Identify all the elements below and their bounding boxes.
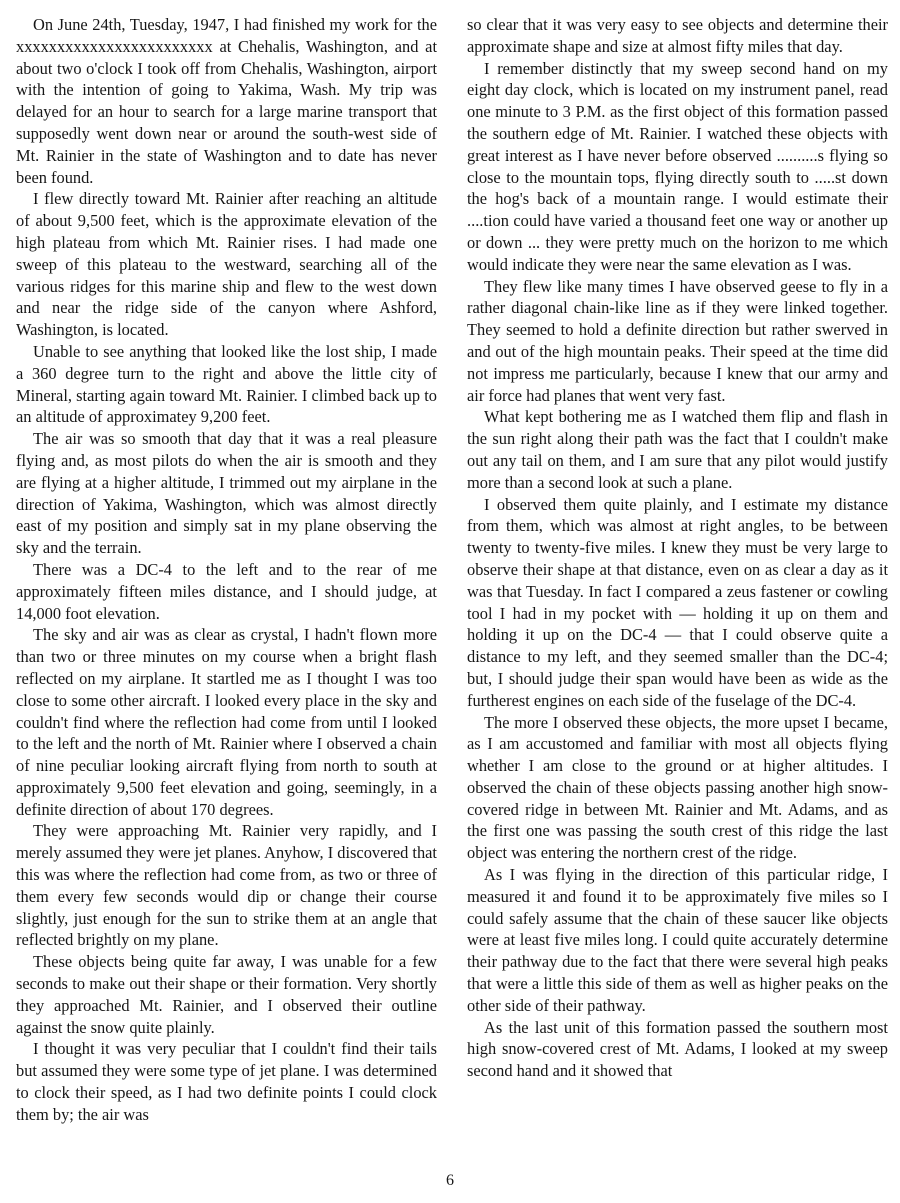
paragraph: The more I observed these objects, the more upset I became, as I am accustomed and familiar with most all objects flying whether I am close to the ground or at higher altitudes. I observed the chain of these objects passing another high snow-covered ridge in between Mt. Rainier and Mt. Adams, and as the first one was passing the south crest of this ridge the last object was entering the northern crest of the ridge. — [467, 712, 888, 863]
paragraph: What kept bothering me as I watched them flip and flash in the sun right along their path was the fact that I couldn't make out any tail on them, and I am sure that any pilot would justify more than a second look at such a plane. — [467, 407, 888, 492]
paragraph: Unable to see anything that looked like the lost ship, I made a 360 degree turn to the right and above the little city of Mineral, starting again toward Mt. Rainier. I climbed back up to an altitude of approximatey 9,200 feet. — [16, 341, 437, 427]
paragraph: I thought it was very peculiar that I couldn't find their tails but assumed they were some type of jet plane. I was determined to clock their speed, as I had two definite points I could clock them by; the air was — [16, 1039, 437, 1124]
paragraph: I flew directly toward Mt. Rainier after reaching an altitude of about 9,500 feet, which is the approximate elevation of the high plateau from which Mt. Rainier rises. I had made one sweep of this plateau to the westward, searching all of the various ridges for this marine ship and flew to the west down and near the ridge side of the canyon where Ashford, Washington, is located. — [16, 189, 437, 340]
paragraph: As I was flying in the direction of this particular ridge, I measured it and found it to be approximately five miles so I could safely assume that the chain of these saucer like objects were at least five miles long. I could quite accurately determine their pathway due to the fact that there were several high peaks that were a little this side of them as well as higher peaks on the other side of their pathway. — [467, 865, 888, 1015]
right-column — [467, 14, 888, 1082]
paragraph: On June 24th, Tuesday, 1947, I had finished my work for the xxxxxxxxxxxxxxxxxxxxxxxx at Chehalis, Washington, and at about two o'clock I took off from Chehalis, Washington, airport with the intention of going to Yakima, Wash. My trip was delayed for an hour to search for a large marine transport that supposedly went down near or around the south-west side of Mt. Rainier in the state of Washington and to date has never been found. — [16, 15, 437, 187]
paragraph: There was a DC-4 to the left and to the rear of me approximately fifteen miles distance, and I should judge, at 14,000 foot elevation. — [16, 559, 437, 623]
paragraph: I observed them quite plainly, and I estimate my distance from them, which was almost at right angles, to be between twenty to twenty-five miles. I knew they must be very large to observe their shape at that distance, even on as clear a day as it was that Tuesday. In fact I compared a zeus fastener or cowling tool I had in my pocket with — holding it up on them and holding it up on the DC-4 — that I could observe quite a distance to my left, and they seemed smaller than the DC-4; but, I should judge their span would have been as wide as the furtherest engines on each side of the fuselage of the DC-4. — [467, 494, 888, 710]
paragraph: so clear that it was very easy to see objects and determine their approximate shape and size at almost fifty miles that day. — [467, 15, 888, 56]
paragraph: I remember distinctly that my sweep second hand on my eight day clock, which is located on my instrument panel, read one minute to 3 P.M. as the first object of this formation passed the southern edge of Mt. Rainier. I watched these objects with great interest as I have never before observed ..........s flying so close to the mountain tops, flying directly south to .....st down the hog's back of a mountain range. I would estimate their ....tion could have varied a thousand feet one way or another up or down ... they were pretty much on the horizon to me which would indicate they were near the same elevation as I was. — [467, 58, 888, 274]
paragraph: They flew like many times I have observed geese to fly in a rather diagonal chain-like line as if they were linked together. They seemed to hold a definite direction but rather swerved in and out of the high mountain peaks. Their speed at the time did not impress me particularly, because I knew that our army and air force had planes that went very fast. — [467, 276, 888, 405]
paragraph: These objects being quite far away, I was unable for a few seconds to make out their shape or their formation. Very shortly they approached Mt. Rainier, and I observed their outline against the snow quite plainly. — [16, 952, 437, 1037]
paragraph: As the last unit of this formation passed the southern most high snow-covered crest of Mt. Adams, I looked at my sweep second hand and it showed that — [467, 1017, 888, 1081]
paragraph: They were approaching Mt. Rainier very rapidly, and I merely assumed they were jet planes. Anyhow, I discovered that this was where the reflection had come from, as two or three of them every few seconds would dip or change their course slightly, just enough for the sun to strike them at an angle that reflected brightly on my plane. — [16, 821, 437, 950]
paragraph: The air was so smooth that day that it was a real pleasure flying and, as most pilots do when the air is smooth and they are flying at a higher altitude, I trimmed out my airplane in the direction of Yakima, Washington, which was almost directly east of my position and simply sat in my plane observing the sky and the terrain. — [16, 429, 437, 558]
paragraph: The sky and air was as clear as crystal, I hadn't flown more than two or three minutes on my course when a bright flash reflected on my airplane. It startled me as I thought I was too close to some other aircraft. I looked every place in the sky and couldn't find where the reflection had come from until I looked to the left and the north of Mt. Rainier where I observed a chain of nine peculiar looking aircraft flying from north to south at approximately 9,500 feet elevation and going, seemingly, in a definite direction of about 170 degrees. — [16, 625, 437, 819]
left-column — [16, 14, 437, 1126]
page-number: 6 — [446, 1172, 454, 1189]
